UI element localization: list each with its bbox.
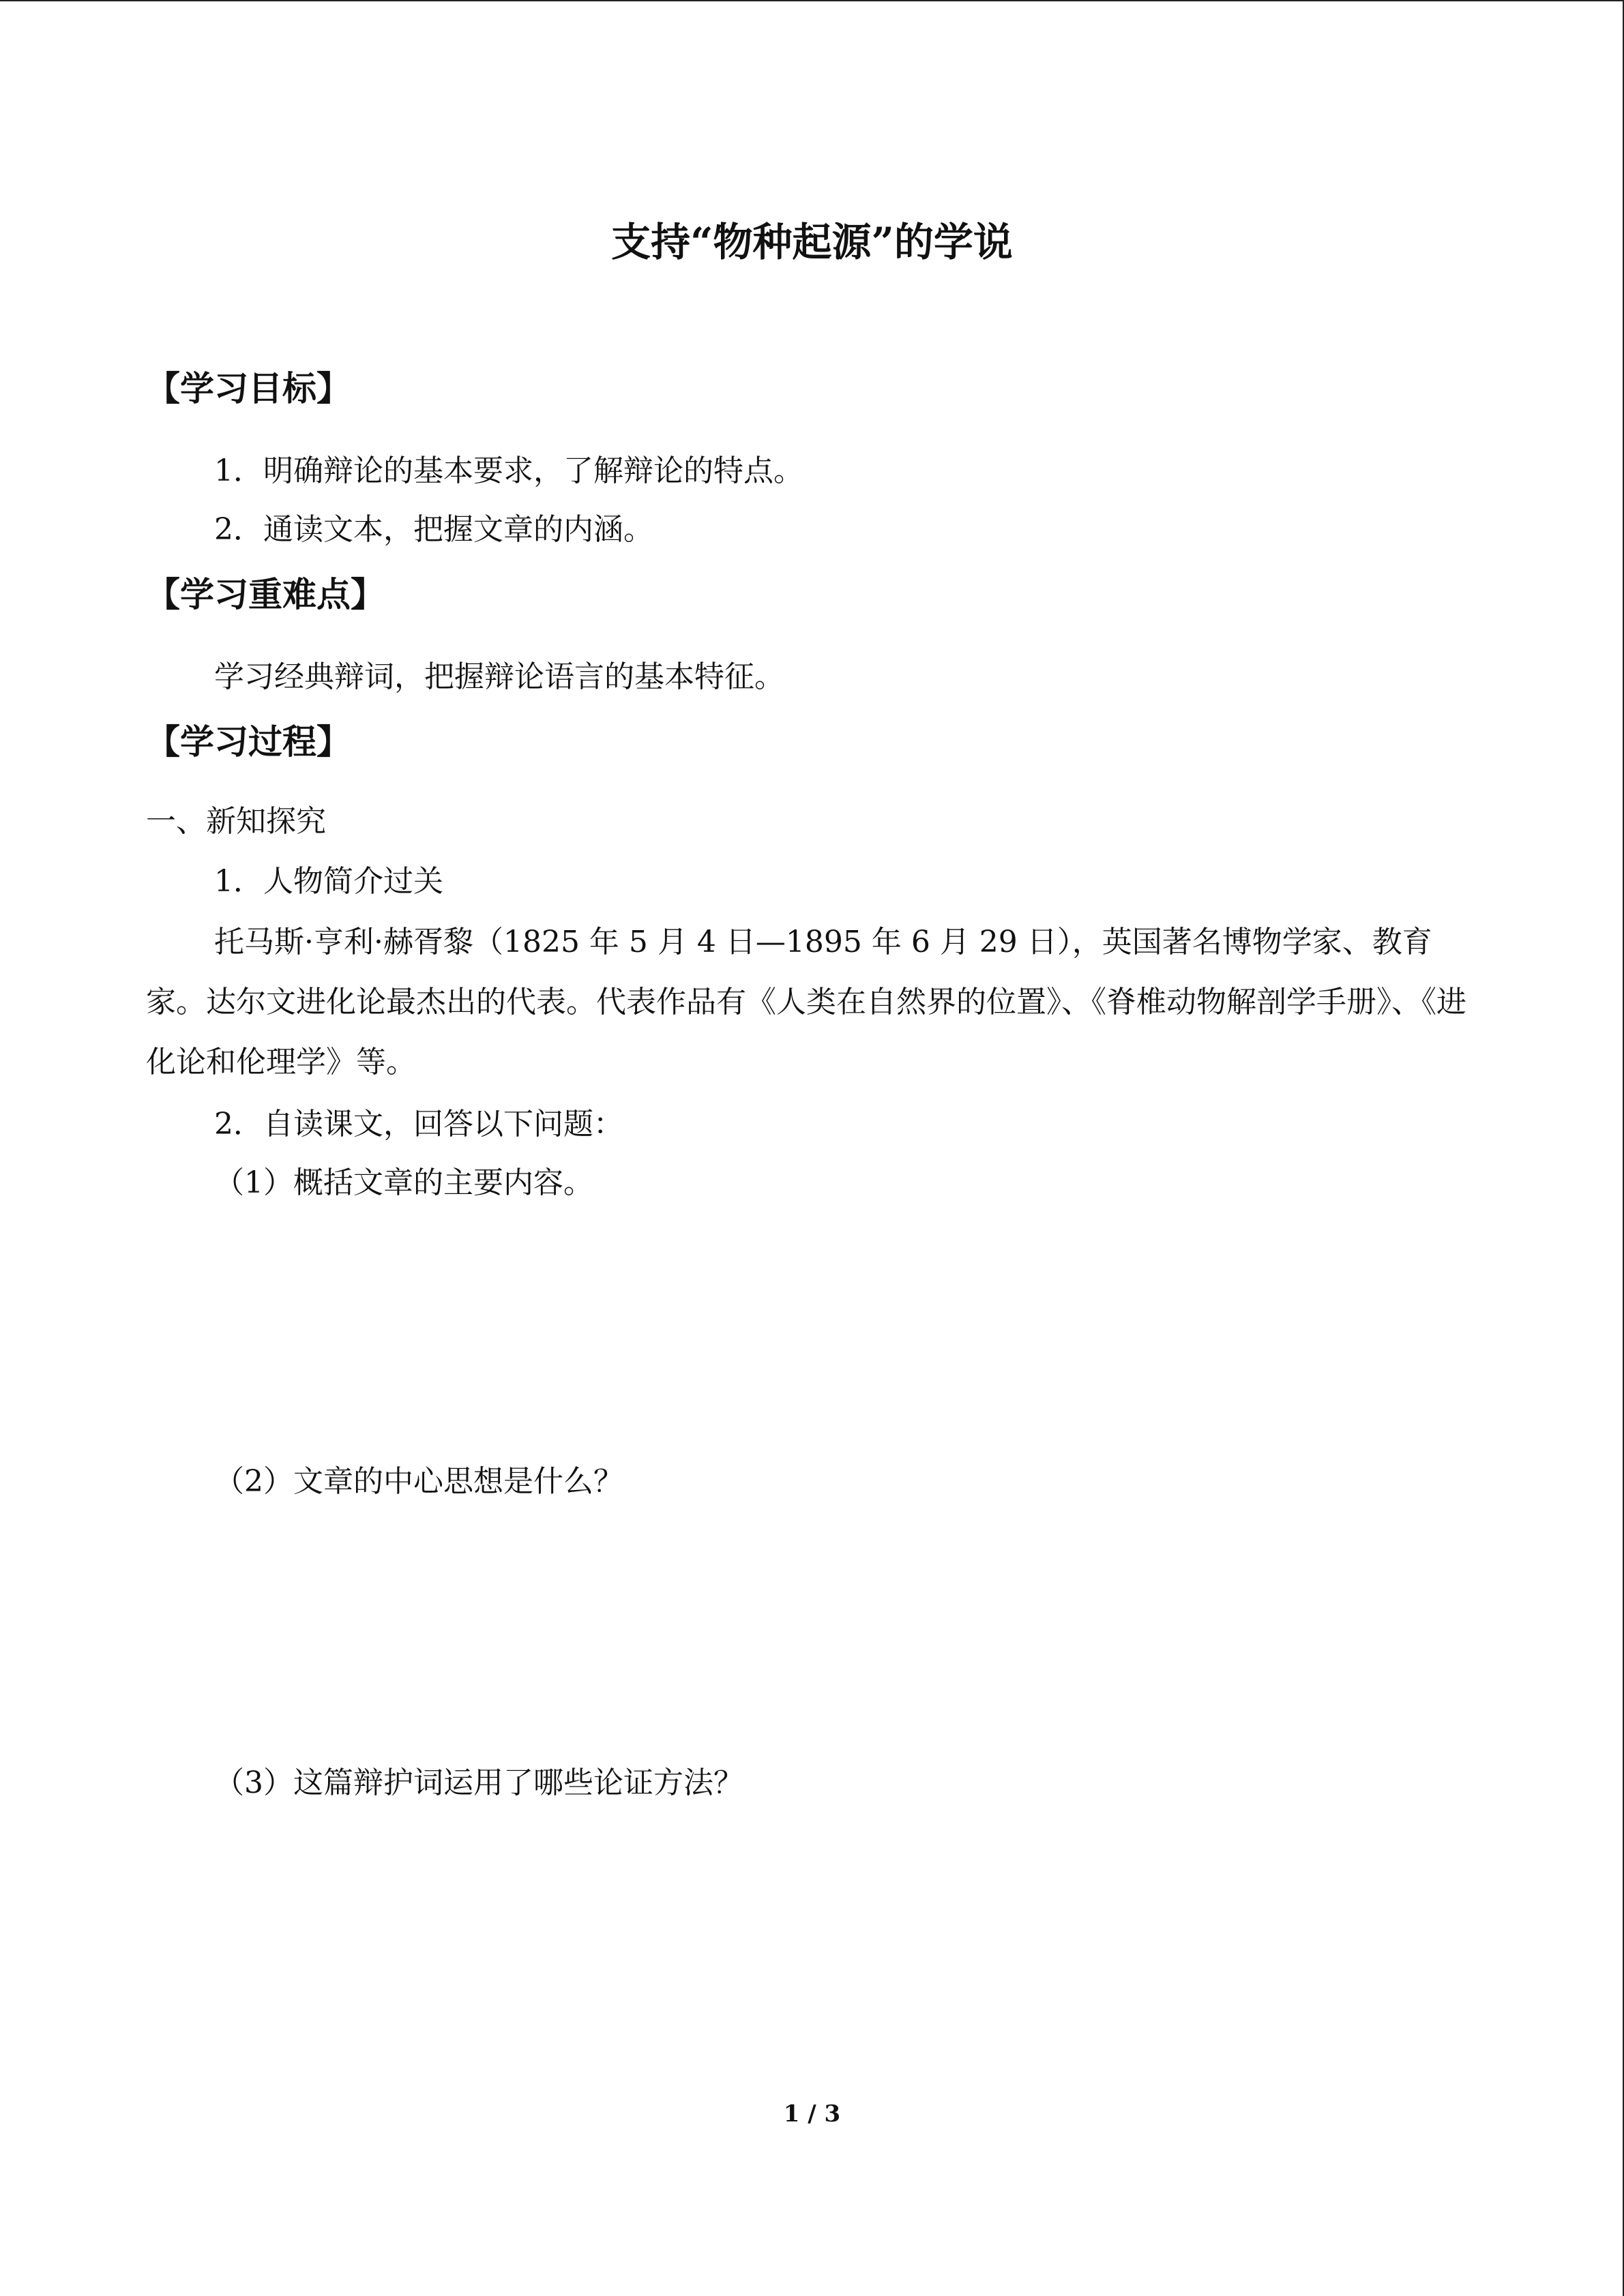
question-3: （3）这篇辩护词运用了哪些论证方法？: [214, 1765, 743, 1800]
objective-item-2: 2．通读文本，把握文章的内涵。: [214, 512, 653, 547]
question-1: （1）概括文章的主要内容。: [214, 1165, 593, 1200]
process-item-1: 1．人物简介过关: [214, 864, 443, 899]
question-2: （2）文章的中心思想是什么？: [214, 1464, 623, 1499]
process-part-1: 一、新知探究: [146, 804, 326, 839]
key-points-heading: 【学习重难点】: [146, 574, 385, 614]
objectives-heading: 【学习目标】: [146, 368, 351, 408]
process-heading: 【学习过程】: [146, 721, 351, 762]
process-item-2: 2．自读课文，回答以下问题：: [214, 1107, 623, 1142]
key-points-text: 学习经典辩词，把握辩论语言的基本特征。: [214, 659, 784, 694]
objective-item-1: 1．明确辩论的基本要求，了解辩论的特点。: [214, 453, 803, 488]
page-number: 1 / 3: [783, 2100, 841, 2128]
biography-paragraph: 托马斯·亨利·赫胥黎（1825 年 5 月 4 日—1895 年 6 月 29 日），英国著名博物学家、教育家。达尔文进化论最杰出的代表。代表作品有《人类在自然界的位置》、《脊椎动物解剖学手册》、《进化论和伦理学》等。: [146, 925, 1466, 1079]
document-title: 支持“物种起源”的学说: [611, 219, 1013, 265]
